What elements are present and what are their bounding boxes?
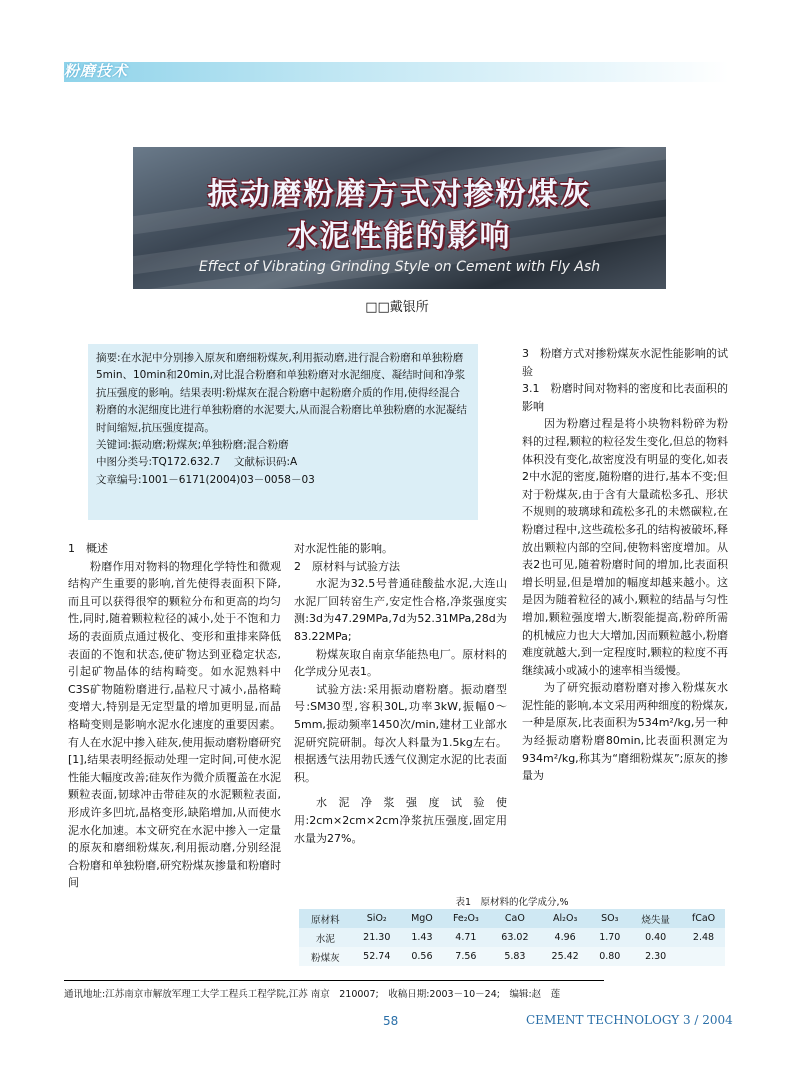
section-label: 粉磨技术 <box>64 62 129 80</box>
section-header-bar <box>64 62 729 82</box>
title-cn-line1: 振动磨粉磨方式对掺粉煤灰 <box>207 177 592 212</box>
table-cell: 63.02 <box>490 928 540 947</box>
column-3 <box>522 345 728 785</box>
table-cell: 0.40 <box>629 928 682 947</box>
paragraph: 试验方法:采用振动磨粉磨。振动磨型号:SM30型,容积30L,功率3kW,振幅0～5mm,振动频率1450次/min,建材工业部水泥研究院研制。每次人料量为1.5kg左右。根据透气法用勃氏透气仪测定水泥的比表面积。 <box>294 682 507 784</box>
contact-footnote: 通讯地址:江苏南京市解放军理工大学工程兵工程学院,江苏 南京 210007; 收稿日期:2003－10－24; 编辑:赵 莲 <box>64 989 561 1000</box>
table-cell: 0.80 <box>590 947 629 966</box>
chemical-composition-table <box>299 909 725 966</box>
table-cell: 0.56 <box>402 947 442 966</box>
table-header: CaO <box>490 909 540 928</box>
clc-number: 中图分类号:TQ172.632.7 文献标识码:A <box>96 456 298 469</box>
table-header: SO₃ <box>590 909 629 928</box>
table-cell: 4.96 <box>540 928 590 947</box>
journal-name: CEMENT TECHNOLOGY 3 / 2004 <box>526 1013 733 1027</box>
table-cell: 粉煤灰 <box>299 947 352 966</box>
footer-rule <box>64 980 604 981</box>
heading-3: 3 粉磨方式对掺粉煤灰水泥性能影响的试验 <box>522 347 728 378</box>
paragraph: 对水泥性能的影响。 <box>294 542 393 555</box>
page-number: 58 <box>383 1014 399 1028</box>
paragraph: 为了研究振动磨粉磨对掺入粉煤灰水泥性能的影响,本文采用两种细度的粉煤灰,一种是原灰,比表面积为534m²/kg,另一种为经振动磨粉磨80min,比表面积测定为934m²/kg,称其为“磨细粉煤灰”;原灰的掺量为 <box>522 681 728 783</box>
table-header-row <box>299 909 725 928</box>
table-header: 原材料 <box>299 909 352 928</box>
paragraph: 粉磨作用对物料的物理化学特性和微观结构产生重要的影响,首先使得表面积下降,而且可以获得很窄的颗粒分布和更高的均匀性,同时,随着颗粒粒径的减小,处于不饱和力场的表面质点通过极化、变形和重排来降低表面的不饱和状态,使矿物达到亚稳定状态,引起矿物晶体的结构畸变。如水泥熟料中C3S矿物随粉磨进行,晶粒尺寸减小,晶格畸变增大,特别是无定型量的增加更明显,而晶格畸变则是影响水泥水化速度的重要因素。有人在水泥中掺入硅灰,使用振动磨粉磨研究[1],结果表明经振动处理一定时间,可使水泥性能大幅度改善;硅灰作为微介质覆盖在水泥颗粒表面,韧球冲击带硅灰的水泥颗粒表面,形成许多凹坑,晶格变形,缺陷增加,从而使水泥水化加速。本文研究在水泥中掺入一定量的原灰和磨细粉煤灰,利用振动磨,分别经混合粉磨和单独粉磨,研究粉煤灰掺量和粉磨时间 <box>68 559 281 890</box>
abstract-text: 摘要:在水泥中分别掺入原灰和磨细粉煤灰,利用振动磨,进行混合粉磨和单独粉磨5min、10min和20min,对比混合粉磨和单独粉磨对水泥细度、凝结时间和净浆抗压强度的影响。结果表明:粉煤灰在混合粉磨中起粉磨介质的作用,使得经混合粉磨的水泥细度比进行单独粉磨的水泥要大,从而混合粉磨比单独粉磨的水泥凝结时间缩短,抗压强度提高。 <box>96 352 467 434</box>
table-row <box>299 947 725 966</box>
authors: □□戴银所 <box>365 300 429 315</box>
heading-2: 2 原材料与试验方法 <box>294 559 400 573</box>
paragraph: 水泥净浆强度试验使用:2cm×2cm×2cm净浆抗压强度,固定用水量为27%。 <box>294 796 507 845</box>
table-cell <box>682 947 725 966</box>
table-cell: 1.70 <box>590 928 629 947</box>
paragraph: 因为粉磨过程是将小块物料粉碎为粉料的过程,颗粒的粒径发生变化,但总的物料体积没有变化,故密度没有明显的变化,如表2中水泥的密度,随粉磨的进行,基本不变;但对于粉煤灰,由于含有大量疏松多孔、形状不规则的玻璃球和疏松多孔的未燃碳粒,在粉磨过程中,这些疏松多孔的结构被破坏,释放出颗粒内部的空间,使物料密度增加。从表2也可见,随着粉磨时间的增加,比表面积增长明显,但是增加的幅度却越来越小。这是因为随着粒径的减小,颗粒的结晶与匀性增加,颗粒强度增大,断裂能提高,粉碎所需的机械应力也大大增加,因而颗粒越小,粉磨难度就越大,到一定程度时,颗粒的粒度不再继续减小或减小的速率相当缓慢。 <box>522 417 728 677</box>
abstract-box <box>88 344 478 520</box>
table-header: 烧失量 <box>629 909 682 928</box>
paragraph: 粉煤灰取自南京华能热电厂。原材料的化学成分见表1。 <box>294 647 507 679</box>
table-cell: 4.71 <box>442 928 490 947</box>
table-header: Fe₂O₃ <box>442 909 490 928</box>
table-header: fCaO <box>682 909 725 928</box>
paragraph: 水泥为32.5号普通硅酸盐水泥,大连山水泥厂回转窑生产,安定性合格,净浆强度实测:3d为47.29MPa,7d为52.31MPa,28d为83.22MPa; <box>294 577 507 643</box>
table-caption: 表1 原材料的化学成分,% <box>455 897 569 908</box>
table-cell: 52.74 <box>352 947 402 966</box>
table-header: SiO₂ <box>352 909 402 928</box>
heading-3-1: 3.1 粉磨时间对物料的密度和比表面积的影响 <box>522 382 728 413</box>
column-2 <box>294 540 507 847</box>
table-cell: 水泥 <box>299 928 352 947</box>
table-cell: 1.43 <box>402 928 442 947</box>
table-cell: 2.48 <box>682 928 725 947</box>
table-row <box>299 928 725 947</box>
table-cell: 2.30 <box>629 947 682 966</box>
column-1 <box>68 540 281 892</box>
title-en: Effect of Vibrating Grinding Style on Cement with Fly Ash <box>198 259 601 275</box>
keywords: 关键词:振动磨;粉煤灰;单独粉磨;混合粉磨 <box>96 439 289 452</box>
table-cell: 5.83 <box>490 947 540 966</box>
title-banner <box>133 147 666 289</box>
table-cell: 7.56 <box>442 947 490 966</box>
table-header: MgO <box>402 909 442 928</box>
article-number: 文章编号:1001－6171(2004)03－0058－03 <box>96 473 315 486</box>
table-cell: 21.30 <box>352 928 402 947</box>
title-cn-line2: 水泥性能的影响 <box>287 219 512 254</box>
table-header: Al₂O₃ <box>540 909 590 928</box>
heading-1: 1 概述 <box>68 542 108 555</box>
table-cell: 25.42 <box>540 947 590 966</box>
